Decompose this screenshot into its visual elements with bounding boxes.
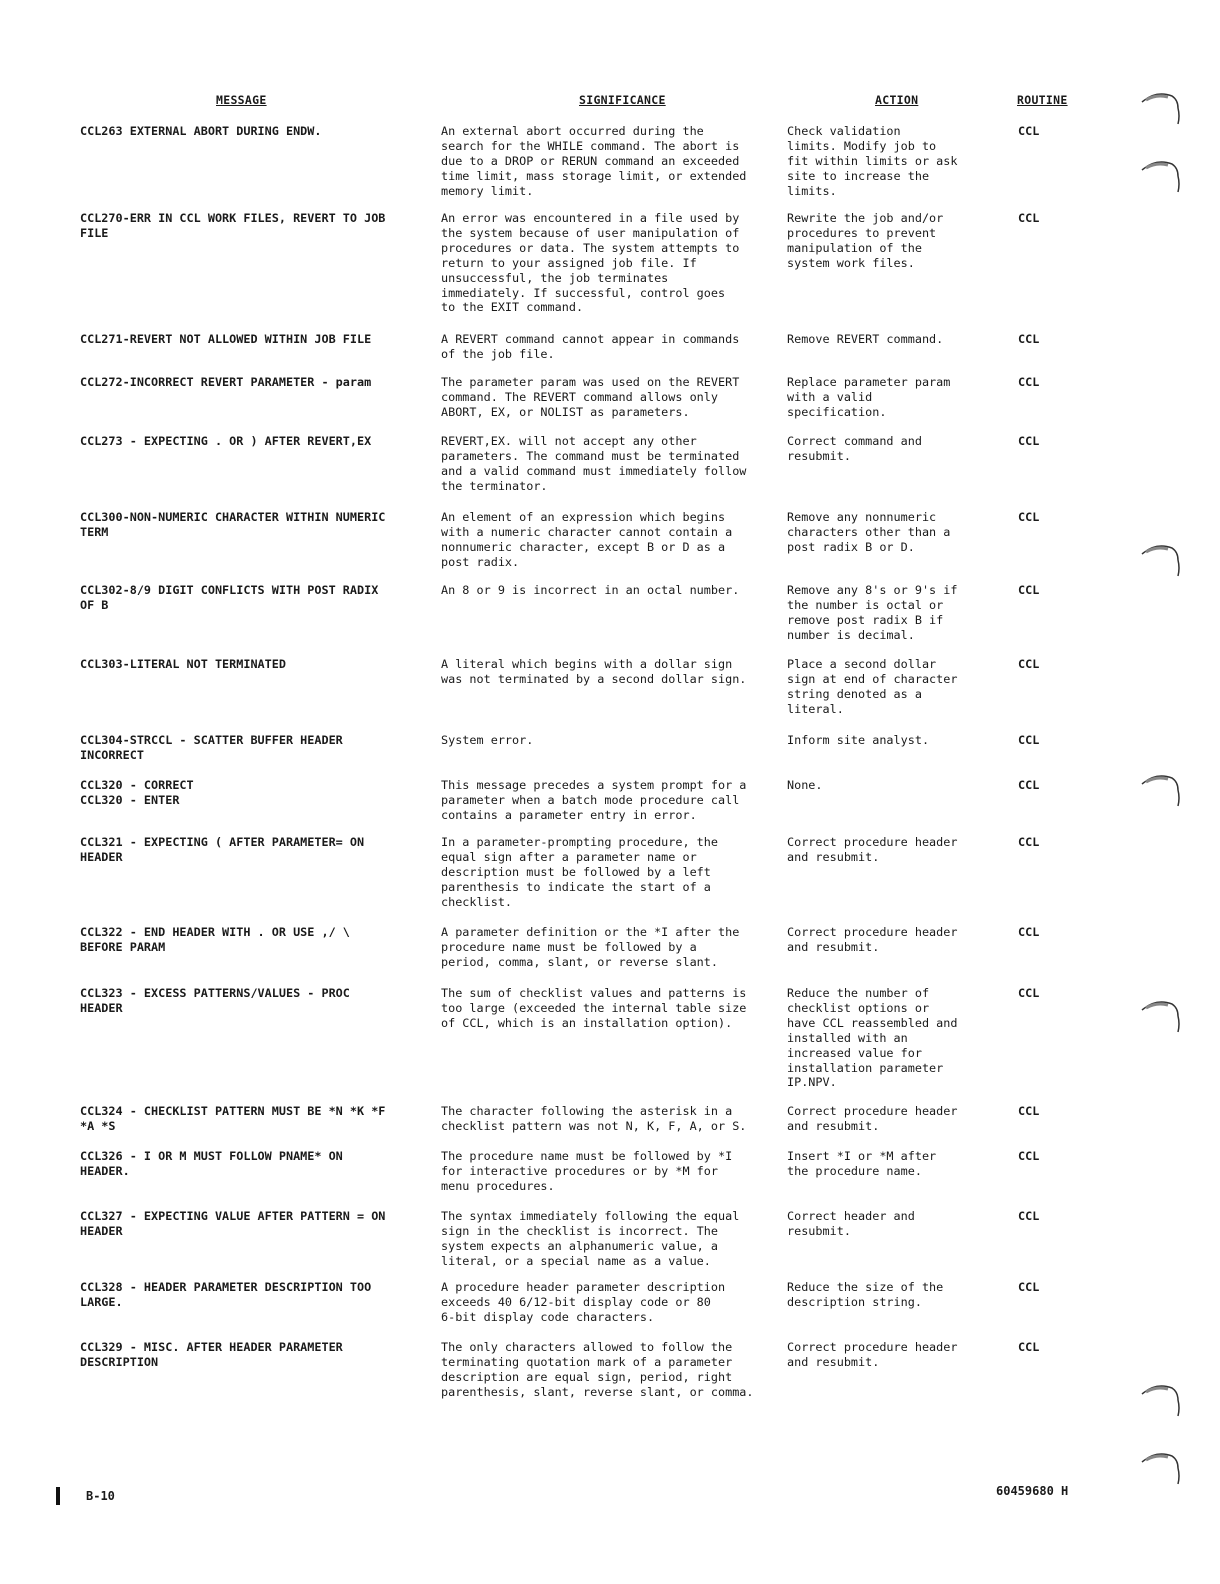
routine-cell: CCL bbox=[1018, 1209, 1040, 1223]
column-header-significance: SIGNIFICANCE bbox=[579, 93, 666, 107]
action-cell: Check validation limits. Modify job to fit within limits or ask site to increase the limits. bbox=[787, 124, 958, 198]
column-header-message: MESSAGE bbox=[216, 93, 267, 107]
binder-hole-mark bbox=[1138, 88, 1182, 132]
significance-cell: A literal which begins with a dollar sign was not terminated by a second dollar sign. bbox=[441, 657, 747, 686]
message-cell: CCL320 - CORRECT CCL320 - ENTER bbox=[80, 778, 194, 807]
message-cell: CCL304-STRCCL - SCATTER BUFFER HEADER INCORRECT bbox=[80, 733, 343, 762]
significance-cell: An element of an expression which begins with a numeric character cannot contain a nonnumeric character, except B or D as a post radix. bbox=[441, 510, 733, 569]
action-cell: Rewrite the job and/or procedures to prevent manipulation of the system work files. bbox=[787, 211, 944, 270]
significance-cell: An external abort occurred during the search for the WHILE command. The abort is due to a DROP or RERUN command an exceeded time limit, mass storage limit, or extended memory limit. bbox=[441, 124, 747, 198]
message-cell: CCL270-ERR IN CCL WORK FILES, REVERT TO JOB FILE bbox=[80, 211, 386, 240]
action-cell: None. bbox=[787, 778, 823, 792]
message-cell: CCL271-REVERT NOT ALLOWED WITHIN JOB FILE bbox=[80, 332, 372, 346]
routine-cell: CCL bbox=[1018, 510, 1040, 524]
action-cell: Replace parameter param with a valid specification. bbox=[787, 375, 951, 419]
action-cell: Correct procedure header and resubmit. bbox=[787, 835, 958, 864]
action-cell: Correct procedure header and resubmit. bbox=[787, 925, 958, 954]
action-cell: Correct procedure header and resubmit. bbox=[787, 1340, 958, 1369]
significance-cell: REVERT,EX. will not accept any other parameters. The command must be terminated and a valid command must immediately follow the terminator. bbox=[441, 434, 747, 493]
significance-cell: An 8 or 9 is incorrect in an octal number. bbox=[441, 583, 740, 597]
action-cell: Remove any nonnumeric characters other than a post radix B or D. bbox=[787, 510, 951, 554]
change-bar bbox=[56, 1487, 60, 1505]
message-cell: CCL300-NON-NUMERIC CHARACTER WITHIN NUMERIC TERM bbox=[80, 510, 386, 539]
action-cell: Insert *I or *M after the procedure name. bbox=[787, 1149, 937, 1178]
page-number: B-10 bbox=[86, 1489, 115, 1503]
routine-cell: CCL bbox=[1018, 434, 1040, 448]
significance-cell: The sum of checklist values and patterns is too large (exceeded the internal table size of CCL, which is an installation option). bbox=[441, 986, 747, 1030]
action-cell: Correct command and resubmit. bbox=[787, 434, 922, 463]
significance-cell: The character following the asterisk in a checklist pattern was not N, K, F, A, or S. bbox=[441, 1104, 747, 1133]
action-cell: Correct header and resubmit. bbox=[787, 1209, 915, 1238]
significance-cell: In a parameter-prompting procedure, the equal sign after a parameter name or description must be followed by a left parenthesis to indicate the start of a checklist. bbox=[441, 835, 718, 909]
column-header-action: ACTION bbox=[875, 93, 919, 107]
significance-cell: The parameter param was used on the REVERT command. The REVERT command allows only ABORT, EX, or NOLIST as parameters. bbox=[441, 375, 740, 419]
message-cell: CCL321 - EXPECTING ( AFTER PARAMETER= ON HEADER bbox=[80, 835, 365, 864]
message-cell: CCL263 EXTERNAL ABORT DURING ENDW. bbox=[80, 124, 322, 138]
routine-cell: CCL bbox=[1018, 1149, 1040, 1163]
message-cell: CCL327 - EXPECTING VALUE AFTER PATTERN = ON HEADER bbox=[80, 1209, 386, 1238]
binder-hole-mark bbox=[1138, 770, 1182, 814]
significance-cell: A REVERT command cannot appear in commands of the job file. bbox=[441, 332, 740, 361]
routine-cell: CCL bbox=[1018, 332, 1040, 346]
message-cell: CCL328 - HEADER PARAMETER DESCRIPTION TOO LARGE. bbox=[80, 1280, 372, 1309]
binder-hole-mark bbox=[1138, 540, 1182, 584]
binder-hole-mark bbox=[1138, 1448, 1182, 1492]
significance-cell: An error was encountered in a file used by the system because of user manipulation of procedures or data. The system attempts to return to your assigned job file. If unsuccessful, the job terminates immediately. If successful, control goes to the EXIT command. bbox=[441, 211, 740, 315]
routine-cell: CCL bbox=[1018, 925, 1040, 939]
action-cell: Reduce the number of checklist options or have CCL reassembled and installed with an increased value for installation parameter IP.NPV. bbox=[787, 986, 958, 1090]
significance-cell: The procedure name must be followed by *I for interactive procedures or by *M for menu procedures. bbox=[441, 1149, 733, 1193]
action-cell: Reduce the size of the description string. bbox=[787, 1280, 944, 1309]
routine-cell: CCL bbox=[1018, 124, 1040, 138]
message-cell: CCL272-INCORRECT REVERT PARAMETER - param bbox=[80, 375, 372, 389]
routine-cell: CCL bbox=[1018, 1280, 1040, 1294]
routine-cell: CCL bbox=[1018, 657, 1040, 671]
routine-cell: CCL bbox=[1018, 583, 1040, 597]
significance-cell: The syntax immediately following the equal sign in the checklist is incorrect. The system expects an alphanumeric value, a literal, or a special name as a value. bbox=[441, 1209, 740, 1268]
document-number: 60459680 H bbox=[996, 1484, 1069, 1498]
message-cell: CCL302-8/9 DIGIT CONFLICTS WITH POST RADIX OF B bbox=[80, 583, 379, 612]
routine-cell: CCL bbox=[1018, 733, 1040, 747]
routine-cell: CCL bbox=[1018, 835, 1040, 849]
binder-hole-mark bbox=[1138, 1380, 1182, 1424]
routine-cell: CCL bbox=[1018, 375, 1040, 389]
message-cell: CCL326 - I OR M MUST FOLLOW PNAME* ON HEADER. bbox=[80, 1149, 343, 1178]
action-cell: Remove REVERT command. bbox=[787, 332, 944, 346]
routine-cell: CCL bbox=[1018, 778, 1040, 792]
action-cell: Correct procedure header and resubmit. bbox=[787, 1104, 958, 1133]
message-cell: CCL323 - EXCESS PATTERNS/VALUES - PROC HEADER bbox=[80, 986, 350, 1015]
action-cell: Remove any 8's or 9's if the number is octal or remove post radix B if number is decimal. bbox=[787, 583, 958, 642]
action-cell: Place a second dollar sign at end of character string denoted as a literal. bbox=[787, 657, 958, 716]
routine-cell: CCL bbox=[1018, 1340, 1040, 1354]
message-cell: CCL324 - CHECKLIST PATTERN MUST BE *N *K *F *A *S bbox=[80, 1104, 386, 1133]
routine-cell: CCL bbox=[1018, 986, 1040, 1000]
binder-hole-mark bbox=[1138, 156, 1182, 200]
significance-cell: The only characters allowed to follow the terminating quotation mark of a parameter description are equal sign, period, right parenthesis, slant, reverse slant, or comma. bbox=[441, 1340, 754, 1399]
column-header-routine: ROUTINE bbox=[1017, 93, 1068, 107]
significance-cell: System error. bbox=[441, 733, 534, 747]
message-cell: CCL273 - EXPECTING . OR ) AFTER REVERT,EX bbox=[80, 434, 372, 448]
binder-hole-mark bbox=[1138, 996, 1182, 1040]
significance-cell: A procedure header parameter description exceeds 40 6/12-bit display code or 80 6-bit display code characters. bbox=[441, 1280, 726, 1324]
routine-cell: CCL bbox=[1018, 1104, 1040, 1118]
message-cell: CCL329 - MISC. AFTER HEADER PARAMETER DESCRIPTION bbox=[80, 1340, 343, 1369]
message-cell: CCL303-LITERAL NOT TERMINATED bbox=[80, 657, 286, 671]
routine-cell: CCL bbox=[1018, 211, 1040, 225]
action-cell: Inform site analyst. bbox=[787, 733, 930, 747]
significance-cell: A parameter definition or the *I after the procedure name must be followed by a period, comma, slant, or reverse slant. bbox=[441, 925, 740, 969]
message-cell: CCL322 - END HEADER WITH . OR USE ,/ \ BEFORE PARAM bbox=[80, 925, 350, 954]
significance-cell: This message precedes a system prompt for a parameter when a batch mode procedure call contains a parameter entry in error. bbox=[441, 778, 747, 822]
